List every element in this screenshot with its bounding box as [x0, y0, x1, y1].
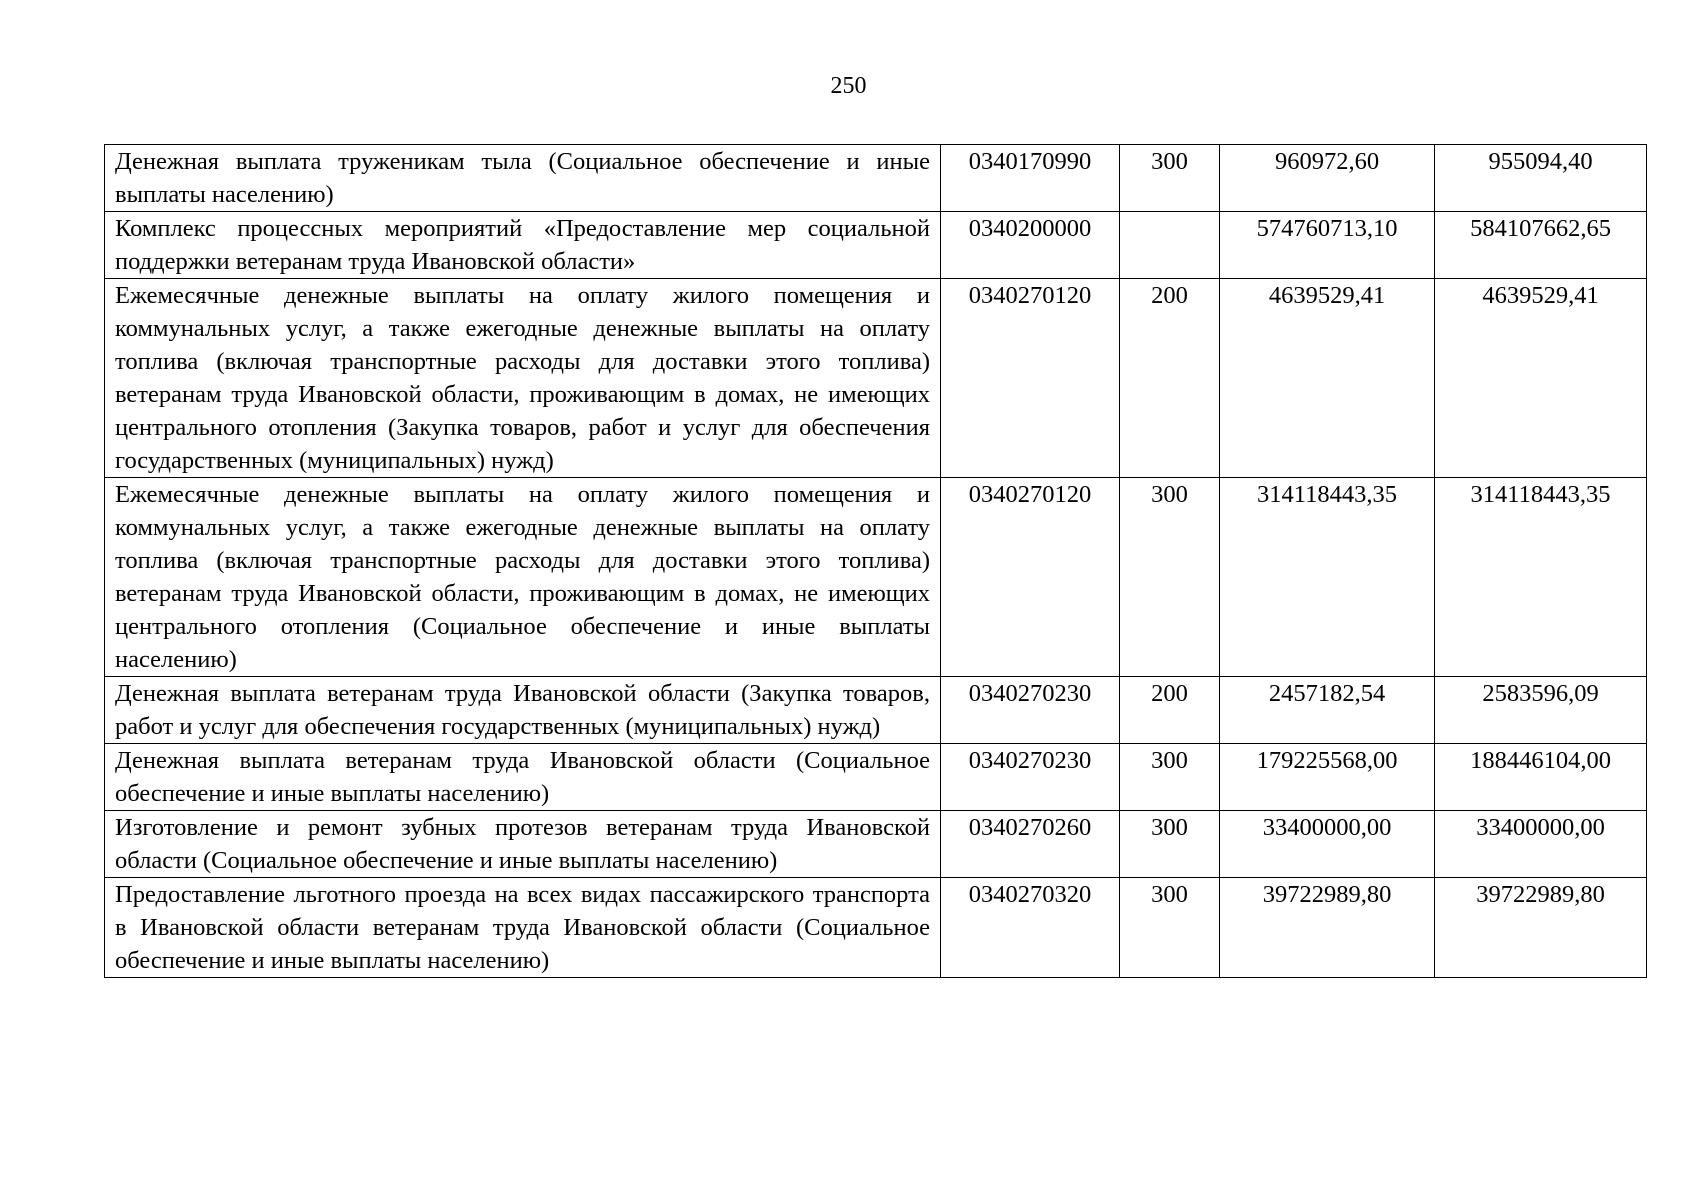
row-sum-second-year: 39722989,80: [1435, 878, 1647, 978]
row-sum-second-year: 33400000,00: [1435, 811, 1647, 878]
row-target-code: 0340200000: [941, 212, 1120, 279]
row-description: Денежная выплата ветеранам труда Ивановской области (Социальное обеспечение и иные выплаты населению): [105, 744, 941, 811]
table-row: [105, 478, 1647, 677]
budget-table-body: [105, 145, 1647, 978]
row-sum-first-year: 4639529,41: [1220, 279, 1435, 478]
table-row: [105, 279, 1647, 478]
table-row: [105, 744, 1647, 811]
row-sum-second-year: 188446104,00: [1435, 744, 1647, 811]
table-row: [105, 212, 1647, 279]
row-target-code: 0340270120: [941, 279, 1120, 478]
row-expense-type: [1120, 212, 1220, 279]
row-expense-type: 300: [1120, 878, 1220, 978]
row-sum-first-year: 960972,60: [1220, 145, 1435, 212]
row-description: Ежемесячные денежные выплаты на оплату жилого помещения и коммунальных услуг, а также ежегодные денежные выплаты на оплату топлива (включая транспортные расходы для доставки этого топлива) ветеранам труда Ивановской области, проживающим в домах, не имеющих центрального отопления (Закупка товаров, работ и услуг для обеспечения государственных (муниципальных) нужд): [105, 279, 941, 478]
row-sum-second-year: 2583596,09: [1435, 677, 1647, 744]
row-expense-type: 300: [1120, 478, 1220, 677]
row-expense-type: 300: [1120, 744, 1220, 811]
row-description: Денежная выплата ветеранам труда Ивановской области (Закупка товаров, работ и услуг для обеспечения государственных (муниципальных) нужд): [105, 677, 941, 744]
row-target-code: 0340270320: [941, 878, 1120, 978]
row-expense-type: 300: [1120, 145, 1220, 212]
table-row: [105, 878, 1647, 978]
row-sum-second-year: 584107662,65: [1435, 212, 1647, 279]
row-expense-type: 200: [1120, 279, 1220, 478]
row-sum-first-year: 2457182,54: [1220, 677, 1435, 744]
row-expense-type: 200: [1120, 677, 1220, 744]
row-target-code: 0340170990: [941, 145, 1120, 212]
page-number: 250: [830, 73, 867, 99]
row-description: Денежная выплата труженикам тыла (Социальное обеспечение и иные выплаты населению): [105, 145, 941, 212]
row-sum-first-year: 179225568,00: [1220, 744, 1435, 811]
row-target-code: 0340270230: [941, 744, 1120, 811]
row-sum-first-year: 33400000,00: [1220, 811, 1435, 878]
row-sum-first-year: 314118443,35: [1220, 478, 1435, 677]
table-row: [105, 811, 1647, 878]
table-row: [105, 677, 1647, 744]
row-description: Ежемесячные денежные выплаты на оплату жилого помещения и коммунальных услуг, а также ежегодные денежные выплаты на оплату топлива (включая транспортные расходы для доставки этого топлива) ветеранам труда Ивановской области, проживающим в домах, не имеющих центрального отопления (Социальное обеспечение и иные выплаты населению): [105, 478, 941, 677]
row-description: Изготовление и ремонт зубных протезов ветеранам труда Ивановской области (Социальное обеспечение и иные выплаты населению): [105, 811, 941, 878]
table-row: [105, 145, 1647, 212]
row-expense-type: 300: [1120, 811, 1220, 878]
row-sum-second-year: 955094,40: [1435, 145, 1647, 212]
row-sum-second-year: 314118443,35: [1435, 478, 1647, 677]
row-sum-first-year: 39722989,80: [1220, 878, 1435, 978]
budget-table: [104, 144, 1647, 978]
row-sum-second-year: 4639529,41: [1435, 279, 1647, 478]
row-target-code: 0340270230: [941, 677, 1120, 744]
row-description: Предоставление льготного проезда на всех видах пассажирского транспорта в Ивановской области ветеранам труда Ивановской области (Социальное обеспечение и иные выплаты населению): [105, 878, 941, 978]
row-description: Комплекс процессных мероприятий «Предоставление мер социальной поддержки ветеранам труда Ивановской области»: [105, 212, 941, 279]
row-sum-first-year: 574760713,10: [1220, 212, 1435, 279]
row-target-code: 0340270120: [941, 478, 1120, 677]
row-target-code: 0340270260: [941, 811, 1120, 878]
